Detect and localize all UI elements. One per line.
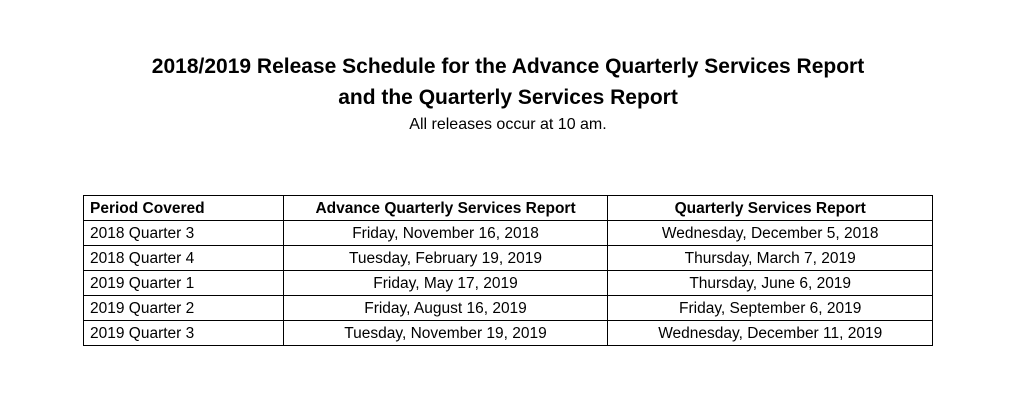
quarterly-release-date: Wednesday, December 5, 2018 — [608, 221, 933, 246]
release-schedule-table — [83, 195, 933, 346]
table-row — [84, 246, 933, 271]
document-subtitle: All releases occur at 10 am. — [409, 116, 607, 133]
table-row — [84, 296, 933, 321]
advance-release-date: Friday, May 17, 2019 — [283, 271, 608, 296]
table-row — [84, 271, 933, 296]
quarterly-release-date: Thursday, March 7, 2019 — [608, 246, 933, 271]
table-row — [84, 221, 933, 246]
table-row — [84, 321, 933, 346]
table-header-row — [84, 196, 933, 221]
header-quarterly-report: Quarterly Services Report — [608, 196, 933, 221]
period-cell: 2019 Quarter 3 — [84, 321, 284, 346]
quarterly-release-date: Thursday, June 6, 2019 — [608, 271, 933, 296]
advance-release-date: Tuesday, February 19, 2019 — [283, 246, 608, 271]
period-cell: 2019 Quarter 1 — [84, 271, 284, 296]
period-cell: 2018 Quarter 3 — [84, 221, 284, 246]
quarterly-release-date: Friday, September 6, 2019 — [608, 296, 933, 321]
header-advance-report: Advance Quarterly Services Report — [283, 196, 608, 221]
quarterly-release-date: Wednesday, December 11, 2019 — [608, 321, 933, 346]
period-cell: 2019 Quarter 2 — [84, 296, 284, 321]
period-cell: 2018 Quarter 4 — [84, 246, 284, 271]
advance-release-date: Friday, August 16, 2019 — [283, 296, 608, 321]
advance-release-date: Tuesday, November 19, 2019 — [283, 321, 608, 346]
document-title-continued: and the Quarterly Services Report — [338, 86, 678, 109]
header-period-covered: Period Covered — [84, 196, 284, 221]
advance-release-date: Friday, November 16, 2018 — [283, 221, 608, 246]
document-title: 2018/2019 Release Schedule for the Advance Quarterly Services Report — [151, 55, 865, 78]
